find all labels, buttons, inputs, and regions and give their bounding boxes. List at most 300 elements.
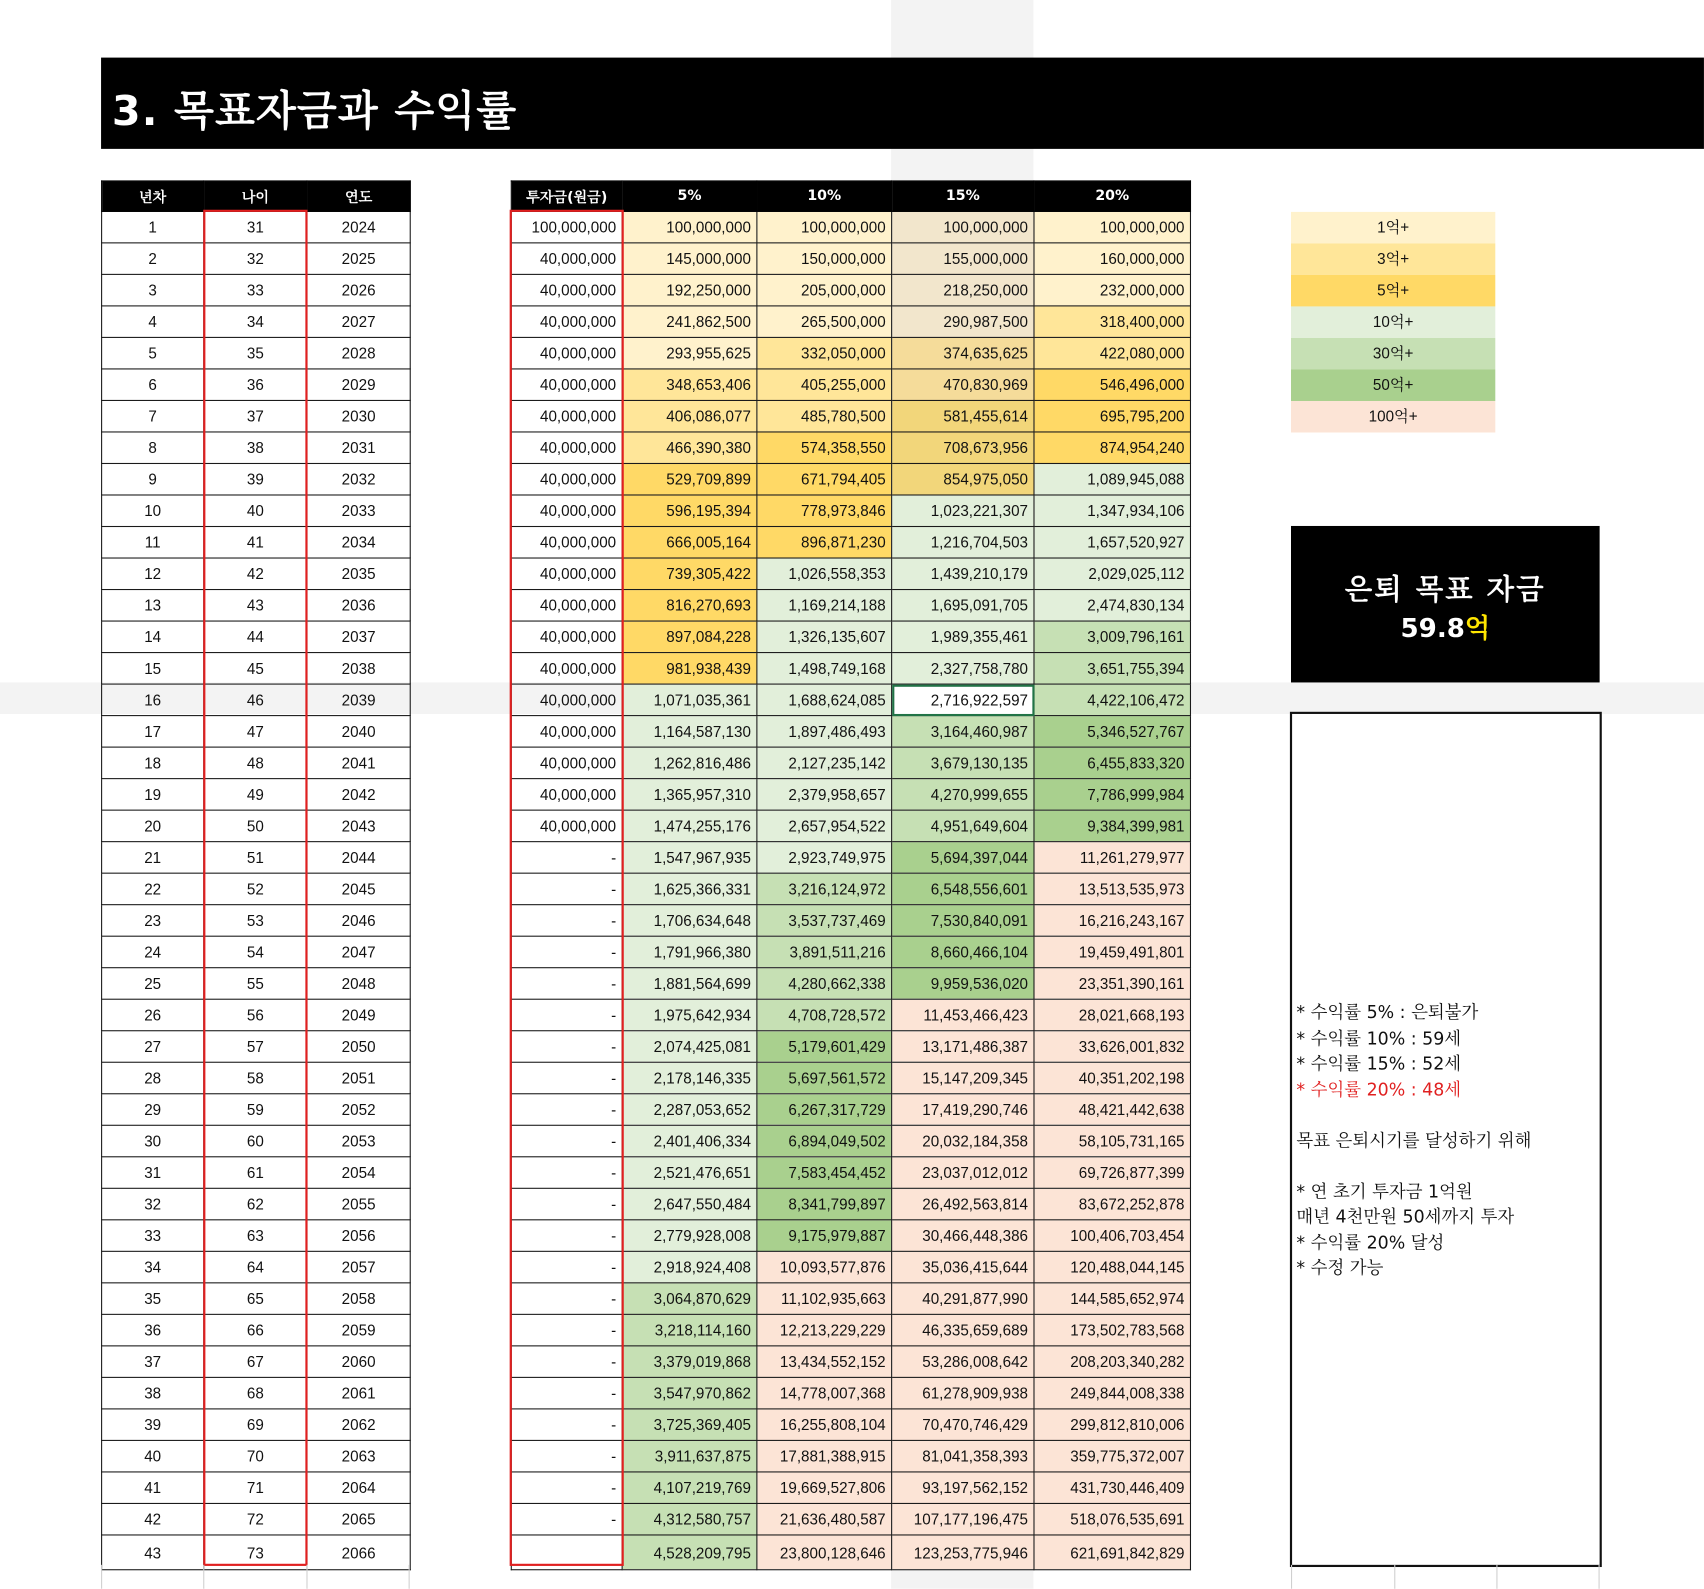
cell-year-index[interactable]: 6 bbox=[102, 369, 204, 401]
cell-principal[interactable]: - bbox=[511, 905, 622, 937]
cell-value-10[interactable]: 1,026,558,353 bbox=[757, 558, 892, 590]
cell-calendar-year[interactable]: 2047 bbox=[307, 936, 410, 968]
cell-value-10[interactable]: 671,794,405 bbox=[757, 463, 892, 495]
cell-value-5[interactable]: 466,390,380 bbox=[622, 432, 757, 464]
cell-calendar-year[interactable]: 2065 bbox=[307, 1503, 410, 1535]
cell-calendar-year[interactable]: 2053 bbox=[307, 1125, 410, 1157]
cell-principal[interactable]: - bbox=[511, 1283, 622, 1315]
cell-age[interactable]: 71 bbox=[204, 1472, 307, 1504]
header-rate-20[interactable]: 20% bbox=[1034, 181, 1190, 211]
cell-value-20[interactable]: 874,954,240 bbox=[1034, 432, 1190, 464]
cell-age[interactable]: 47 bbox=[204, 716, 307, 748]
cell-year-index[interactable]: 36 bbox=[102, 1314, 204, 1346]
cell-value-5[interactable]: 739,305,422 bbox=[622, 558, 757, 590]
cell-year-index[interactable]: 37 bbox=[102, 1346, 204, 1378]
cell-value-5[interactable]: 192,250,000 bbox=[622, 274, 757, 306]
cell-value-5[interactable]: 241,862,500 bbox=[622, 306, 757, 338]
cell-value-10[interactable]: 896,871,230 bbox=[757, 527, 892, 559]
cell-value-5[interactable]: 1,164,587,130 bbox=[622, 716, 757, 748]
cell-age[interactable]: 31 bbox=[204, 211, 307, 243]
cell-principal[interactable]: - bbox=[511, 1503, 622, 1535]
cell-value-10[interactable]: 265,500,000 bbox=[757, 306, 892, 338]
cell-age[interactable]: 38 bbox=[204, 432, 307, 464]
cell-year-index[interactable]: 34 bbox=[102, 1251, 204, 1283]
cell-age[interactable]: 34 bbox=[204, 306, 307, 338]
cell-principal[interactable]: 40,000,000 bbox=[511, 621, 622, 653]
cell-value-10[interactable]: 6,894,049,502 bbox=[757, 1125, 892, 1157]
cell-calendar-year[interactable]: 2034 bbox=[307, 527, 410, 559]
cell-age[interactable]: 62 bbox=[204, 1188, 307, 1220]
cell-value-10[interactable]: 1,326,135,607 bbox=[757, 621, 892, 653]
cell-value-20[interactable]: 173,502,783,568 bbox=[1034, 1314, 1190, 1346]
cell-calendar-year[interactable]: 2027 bbox=[307, 306, 410, 338]
cell-value-10[interactable]: 5,697,561,572 bbox=[757, 1062, 892, 1094]
cell-value-15[interactable]: 470,830,969 bbox=[892, 369, 1034, 401]
cell-calendar-year[interactable]: 2029 bbox=[307, 369, 410, 401]
cell-value-20[interactable]: 621,691,842,829 bbox=[1034, 1535, 1190, 1570]
cell-value-20[interactable]: 518,076,535,691 bbox=[1034, 1503, 1190, 1535]
cell-value-15[interactable]: 218,250,000 bbox=[892, 274, 1034, 306]
cell-value-20[interactable]: 7,786,999,984 bbox=[1034, 779, 1190, 811]
cell-principal[interactable]: - bbox=[511, 1157, 622, 1189]
cell-year-index[interactable]: 4 bbox=[102, 306, 204, 338]
cell-calendar-year[interactable]: 2049 bbox=[307, 999, 410, 1031]
cell-value-15[interactable]: 93,197,562,152 bbox=[892, 1472, 1034, 1504]
cell-age[interactable]: 41 bbox=[204, 527, 307, 559]
cell-calendar-year[interactable]: 2039 bbox=[307, 684, 410, 716]
cell-age[interactable]: 35 bbox=[204, 337, 307, 369]
cell-calendar-year[interactable]: 2025 bbox=[307, 243, 410, 275]
cell-principal[interactable]: - bbox=[511, 968, 622, 1000]
cell-year-index[interactable]: 5 bbox=[102, 337, 204, 369]
cell-value-5[interactable]: 1,625,366,331 bbox=[622, 873, 757, 905]
cell-value-20[interactable]: 359,775,372,007 bbox=[1034, 1440, 1190, 1472]
cell-principal[interactable]: 40,000,000 bbox=[511, 779, 622, 811]
cell-value-20[interactable]: 33,626,001,832 bbox=[1034, 1031, 1190, 1063]
cell-year-index[interactable]: 7 bbox=[102, 400, 204, 432]
cell-value-15[interactable]: 1,439,210,179 bbox=[892, 558, 1034, 590]
cell-value-10[interactable]: 6,267,317,729 bbox=[757, 1094, 892, 1126]
cell-calendar-year[interactable]: 2031 bbox=[307, 432, 410, 464]
cell-value-15[interactable]: 1,695,091,705 bbox=[892, 590, 1034, 622]
cell-value-5[interactable]: 2,401,406,334 bbox=[622, 1125, 757, 1157]
cell-year-index[interactable]: 29 bbox=[102, 1094, 204, 1126]
cell-age[interactable]: 73 bbox=[204, 1535, 307, 1570]
cell-age[interactable]: 32 bbox=[204, 243, 307, 275]
cell-value-10[interactable]: 7,583,454,452 bbox=[757, 1157, 892, 1189]
cell-value-10[interactable]: 1,169,214,188 bbox=[757, 590, 892, 622]
cell-value-10[interactable]: 2,923,749,975 bbox=[757, 842, 892, 874]
cell-calendar-year[interactable]: 2037 bbox=[307, 621, 410, 653]
cell-value-20[interactable]: 3,009,796,161 bbox=[1034, 621, 1190, 653]
cell-principal[interactable]: 40,000,000 bbox=[511, 810, 622, 842]
notes-box[interactable] bbox=[1290, 712, 1602, 1567]
cell-year-index[interactable]: 40 bbox=[102, 1440, 204, 1472]
cell-principal[interactable]: - bbox=[511, 1377, 622, 1409]
cell-calendar-year[interactable]: 2057 bbox=[307, 1251, 410, 1283]
cell-value-5[interactable]: 666,005,164 bbox=[622, 527, 757, 559]
cell-year-index[interactable]: 43 bbox=[102, 1535, 204, 1570]
cell-value-20[interactable]: 695,795,200 bbox=[1034, 400, 1190, 432]
cell-calendar-year[interactable]: 2043 bbox=[307, 810, 410, 842]
cell-value-20[interactable]: 249,844,008,338 bbox=[1034, 1377, 1190, 1409]
cell-value-20[interactable]: 422,080,000 bbox=[1034, 337, 1190, 369]
cell-age[interactable]: 52 bbox=[204, 873, 307, 905]
cell-principal[interactable]: 40,000,000 bbox=[511, 463, 622, 495]
cell-year-index[interactable]: 13 bbox=[102, 590, 204, 622]
cell-value-20[interactable]: 9,384,399,981 bbox=[1034, 810, 1190, 842]
cell-age[interactable]: 58 bbox=[204, 1062, 307, 1094]
cell-value-20[interactable]: 28,021,668,193 bbox=[1034, 999, 1190, 1031]
cell-value-20[interactable]: 100,406,703,454 bbox=[1034, 1220, 1190, 1252]
cell-value-15[interactable]: 708,673,956 bbox=[892, 432, 1034, 464]
cell-calendar-year[interactable]: 2064 bbox=[307, 1472, 410, 1504]
cell-value-5[interactable]: 2,521,476,651 bbox=[622, 1157, 757, 1189]
cell-principal[interactable]: 40,000,000 bbox=[511, 653, 622, 685]
cell-principal[interactable] bbox=[511, 1535, 622, 1570]
cell-value-20[interactable]: 16,216,243,167 bbox=[1034, 905, 1190, 937]
header-age[interactable]: 나이 bbox=[204, 181, 307, 211]
cell-value-20[interactable]: 19,459,491,801 bbox=[1034, 936, 1190, 968]
cell-value-15[interactable]: 20,032,184,358 bbox=[892, 1125, 1034, 1157]
cell-value-5[interactable]: 3,218,114,160 bbox=[622, 1314, 757, 1346]
cell-principal[interactable]: 40,000,000 bbox=[511, 432, 622, 464]
cell-principal[interactable]: - bbox=[511, 1094, 622, 1126]
cell-value-10[interactable]: 13,434,552,152 bbox=[757, 1346, 892, 1378]
cell-value-20[interactable]: 2,029,025,112 bbox=[1034, 558, 1190, 590]
cell-value-15[interactable]: 4,270,999,655 bbox=[892, 779, 1034, 811]
cell-principal[interactable]: - bbox=[511, 1251, 622, 1283]
cell-value-20[interactable]: 83,672,252,878 bbox=[1034, 1188, 1190, 1220]
cell-age[interactable]: 70 bbox=[204, 1440, 307, 1472]
cell-age[interactable]: 54 bbox=[204, 936, 307, 968]
cell-age[interactable]: 66 bbox=[204, 1314, 307, 1346]
cell-principal[interactable]: 40,000,000 bbox=[511, 495, 622, 527]
cell-value-15[interactable]: 15,147,209,345 bbox=[892, 1062, 1034, 1094]
cell-year-index[interactable]: 15 bbox=[102, 653, 204, 685]
cell-value-10[interactable]: 405,255,000 bbox=[757, 369, 892, 401]
cell-age[interactable]: 68 bbox=[204, 1377, 307, 1409]
cell-value-5[interactable]: 2,178,146,335 bbox=[622, 1062, 757, 1094]
cell-age[interactable]: 61 bbox=[204, 1157, 307, 1189]
cell-principal[interactable]: - bbox=[511, 1188, 622, 1220]
cell-value-5[interactable]: 4,528,209,795 bbox=[622, 1535, 757, 1570]
cell-year-index[interactable]: 32 bbox=[102, 1188, 204, 1220]
cell-calendar-year[interactable]: 2059 bbox=[307, 1314, 410, 1346]
cell-age[interactable]: 59 bbox=[204, 1094, 307, 1126]
cell-value-20[interactable]: 144,585,652,974 bbox=[1034, 1283, 1190, 1315]
cell-age[interactable]: 51 bbox=[204, 842, 307, 874]
cell-value-10[interactable]: 19,669,527,806 bbox=[757, 1472, 892, 1504]
cell-principal[interactable]: - bbox=[511, 999, 622, 1031]
cell-value-10[interactable]: 150,000,000 bbox=[757, 243, 892, 275]
cell-calendar-year[interactable]: 2060 bbox=[307, 1346, 410, 1378]
cell-principal[interactable]: - bbox=[511, 1314, 622, 1346]
cell-value-15[interactable]: 7,530,840,091 bbox=[892, 905, 1034, 937]
cell-value-20[interactable]: 1,657,520,927 bbox=[1034, 527, 1190, 559]
cell-value-20[interactable]: 4,422,106,472 bbox=[1034, 684, 1190, 716]
cell-value-20[interactable]: 431,730,446,409 bbox=[1034, 1472, 1190, 1504]
cell-year-index[interactable]: 23 bbox=[102, 905, 204, 937]
cell-age[interactable]: 60 bbox=[204, 1125, 307, 1157]
cell-value-15[interactable]: 81,041,358,393 bbox=[892, 1440, 1034, 1472]
cell-value-10[interactable]: 16,255,808,104 bbox=[757, 1409, 892, 1441]
cell-age[interactable]: 67 bbox=[204, 1346, 307, 1378]
cell-value-15[interactable]: 155,000,000 bbox=[892, 243, 1034, 275]
cell-value-5[interactable]: 2,647,550,484 bbox=[622, 1188, 757, 1220]
cell-value-15[interactable]: 17,419,290,746 bbox=[892, 1094, 1034, 1126]
cell-value-10[interactable]: 1,688,624,085 bbox=[757, 684, 892, 716]
cell-principal[interactable]: 40,000,000 bbox=[511, 747, 622, 779]
cell-value-15[interactable]: 61,278,909,938 bbox=[892, 1377, 1034, 1409]
cell-age[interactable]: 49 bbox=[204, 779, 307, 811]
cell-principal[interactable]: - bbox=[511, 1062, 622, 1094]
cell-principal[interactable]: 40,000,000 bbox=[511, 590, 622, 622]
cell-value-20[interactable]: 299,812,810,006 bbox=[1034, 1409, 1190, 1441]
cell-year-index[interactable]: 39 bbox=[102, 1409, 204, 1441]
cell-value-5[interactable]: 1,881,564,699 bbox=[622, 968, 757, 1000]
cell-calendar-year[interactable]: 2030 bbox=[307, 400, 410, 432]
cell-value-10[interactable]: 23,800,128,646 bbox=[757, 1535, 892, 1570]
cell-year-index[interactable]: 21 bbox=[102, 842, 204, 874]
cell-calendar-year[interactable]: 2058 bbox=[307, 1283, 410, 1315]
cell-principal[interactable]: 40,000,000 bbox=[511, 306, 622, 338]
selected-cell[interactable]: 2,716,922,597 bbox=[892, 684, 1034, 716]
cell-value-20[interactable]: 1,089,945,088 bbox=[1034, 463, 1190, 495]
cell-age[interactable]: 37 bbox=[204, 400, 307, 432]
cell-principal[interactable]: - bbox=[511, 1409, 622, 1441]
cell-value-5[interactable]: 2,918,924,408 bbox=[622, 1251, 757, 1283]
cell-value-5[interactable]: 3,379,019,868 bbox=[622, 1346, 757, 1378]
cell-value-5[interactable]: 3,064,870,629 bbox=[622, 1283, 757, 1315]
cell-calendar-year[interactable]: 2048 bbox=[307, 968, 410, 1000]
cell-value-10[interactable]: 485,780,500 bbox=[757, 400, 892, 432]
cell-value-5[interactable]: 1,547,967,935 bbox=[622, 842, 757, 874]
cell-value-5[interactable]: 406,086,077 bbox=[622, 400, 757, 432]
cell-value-20[interactable]: 1,347,934,106 bbox=[1034, 495, 1190, 527]
cell-calendar-year[interactable]: 2042 bbox=[307, 779, 410, 811]
cell-value-15[interactable]: 374,635,625 bbox=[892, 337, 1034, 369]
cell-age[interactable]: 36 bbox=[204, 369, 307, 401]
cell-year-index[interactable]: 1 bbox=[102, 211, 204, 243]
cell-calendar-year[interactable]: 2066 bbox=[307, 1535, 410, 1570]
cell-principal[interactable]: - bbox=[511, 1125, 622, 1157]
cell-value-10[interactable]: 332,050,000 bbox=[757, 337, 892, 369]
cell-value-5[interactable]: 1,071,035,361 bbox=[622, 684, 757, 716]
cell-value-20[interactable]: 208,203,340,282 bbox=[1034, 1346, 1190, 1378]
cell-value-10[interactable]: 1,897,486,493 bbox=[757, 716, 892, 748]
cell-value-15[interactable]: 46,335,659,689 bbox=[892, 1314, 1034, 1346]
cell-value-5[interactable]: 100,000,000 bbox=[622, 211, 757, 243]
header-year-index[interactable]: 년차 bbox=[102, 181, 204, 211]
cell-value-15[interactable]: 123,253,775,946 bbox=[892, 1535, 1034, 1570]
cell-value-15[interactable]: 26,492,563,814 bbox=[892, 1188, 1034, 1220]
cell-year-index[interactable]: 24 bbox=[102, 936, 204, 968]
cell-principal[interactable]: 40,000,000 bbox=[511, 243, 622, 275]
cell-year-index[interactable]: 14 bbox=[102, 621, 204, 653]
cell-calendar-year[interactable]: 2035 bbox=[307, 558, 410, 590]
cell-value-10[interactable]: 4,708,728,572 bbox=[757, 999, 892, 1031]
cell-value-5[interactable]: 2,287,053,652 bbox=[622, 1094, 757, 1126]
cell-value-15[interactable]: 100,000,000 bbox=[892, 211, 1034, 243]
cell-calendar-year[interactable]: 2051 bbox=[307, 1062, 410, 1094]
cell-principal[interactable]: - bbox=[511, 873, 622, 905]
cell-value-15[interactable]: 53,286,008,642 bbox=[892, 1346, 1034, 1378]
cell-principal[interactable]: 40,000,000 bbox=[511, 400, 622, 432]
cell-value-5[interactable]: 348,653,406 bbox=[622, 369, 757, 401]
cell-principal[interactable]: - bbox=[511, 1440, 622, 1472]
cell-value-10[interactable]: 778,973,846 bbox=[757, 495, 892, 527]
cell-year-index[interactable]: 26 bbox=[102, 999, 204, 1031]
cell-principal[interactable]: - bbox=[511, 1472, 622, 1504]
cell-value-15[interactable]: 9,959,536,020 bbox=[892, 968, 1034, 1000]
cell-value-10[interactable]: 10,093,577,876 bbox=[757, 1251, 892, 1283]
cell-year-index[interactable]: 9 bbox=[102, 463, 204, 495]
cell-value-15[interactable]: 1,216,704,503 bbox=[892, 527, 1034, 559]
cell-age[interactable]: 72 bbox=[204, 1503, 307, 1535]
cell-value-15[interactable]: 5,694,397,044 bbox=[892, 842, 1034, 874]
cell-year-index[interactable]: 8 bbox=[102, 432, 204, 464]
cell-year-index[interactable]: 17 bbox=[102, 716, 204, 748]
cell-value-15[interactable]: 3,164,460,987 bbox=[892, 716, 1034, 748]
cell-age[interactable]: 45 bbox=[204, 653, 307, 685]
cell-value-5[interactable]: 145,000,000 bbox=[622, 243, 757, 275]
cell-value-10[interactable]: 2,379,958,657 bbox=[757, 779, 892, 811]
cell-value-20[interactable]: 23,351,390,161 bbox=[1034, 968, 1190, 1000]
cell-calendar-year[interactable]: 2046 bbox=[307, 905, 410, 937]
cell-principal[interactable]: - bbox=[511, 1031, 622, 1063]
cell-value-10[interactable]: 100,000,000 bbox=[757, 211, 892, 243]
cell-value-10[interactable]: 21,636,480,587 bbox=[757, 1503, 892, 1535]
cell-year-index[interactable]: 18 bbox=[102, 747, 204, 779]
cell-value-15[interactable]: 2,327,758,780 bbox=[892, 653, 1034, 685]
cell-year-index[interactable]: 33 bbox=[102, 1220, 204, 1252]
cell-value-10[interactable]: 3,537,737,469 bbox=[757, 905, 892, 937]
cell-age[interactable]: 63 bbox=[204, 1220, 307, 1252]
cell-value-5[interactable]: 2,779,928,008 bbox=[622, 1220, 757, 1252]
cell-age[interactable]: 46 bbox=[204, 684, 307, 716]
cell-age[interactable]: 55 bbox=[204, 968, 307, 1000]
cell-age[interactable]: 40 bbox=[204, 495, 307, 527]
cell-calendar-year[interactable]: 2033 bbox=[307, 495, 410, 527]
cell-value-20[interactable]: 11,261,279,977 bbox=[1034, 842, 1190, 874]
header-rate-10[interactable]: 10% bbox=[757, 181, 892, 211]
cell-age[interactable]: 39 bbox=[204, 463, 307, 495]
cell-value-10[interactable]: 14,778,007,368 bbox=[757, 1377, 892, 1409]
cell-calendar-year[interactable]: 2054 bbox=[307, 1157, 410, 1189]
cell-value-5[interactable]: 981,938,439 bbox=[622, 653, 757, 685]
cell-year-index[interactable]: 38 bbox=[102, 1377, 204, 1409]
cell-value-5[interactable]: 897,084,228 bbox=[622, 621, 757, 653]
cell-value-15[interactable]: 3,679,130,135 bbox=[892, 747, 1034, 779]
cell-age[interactable]: 69 bbox=[204, 1409, 307, 1441]
cell-value-5[interactable]: 596,195,394 bbox=[622, 495, 757, 527]
cell-value-10[interactable]: 8,341,799,897 bbox=[757, 1188, 892, 1220]
cell-value-5[interactable]: 1,706,634,648 bbox=[622, 905, 757, 937]
cell-value-15[interactable]: 107,177,196,475 bbox=[892, 1503, 1034, 1535]
cell-value-15[interactable]: 854,975,050 bbox=[892, 463, 1034, 495]
cell-age[interactable]: 44 bbox=[204, 621, 307, 653]
cell-value-15[interactable]: 8,660,466,104 bbox=[892, 936, 1034, 968]
cell-year-index[interactable]: 25 bbox=[102, 968, 204, 1000]
cell-year-index[interactable]: 10 bbox=[102, 495, 204, 527]
cell-value-20[interactable]: 120,488,044,145 bbox=[1034, 1251, 1190, 1283]
cell-calendar-year[interactable]: 2026 bbox=[307, 274, 410, 306]
cell-calendar-year[interactable]: 2036 bbox=[307, 590, 410, 622]
cell-year-index[interactable]: 16 bbox=[102, 684, 204, 716]
cell-principal[interactable]: 40,000,000 bbox=[511, 337, 622, 369]
cell-value-15[interactable]: 6,548,556,601 bbox=[892, 873, 1034, 905]
cell-year-index[interactable]: 35 bbox=[102, 1283, 204, 1315]
cell-calendar-year[interactable]: 2056 bbox=[307, 1220, 410, 1252]
cell-value-10[interactable]: 4,280,662,338 bbox=[757, 968, 892, 1000]
cell-age[interactable]: 57 bbox=[204, 1031, 307, 1063]
cell-value-5[interactable]: 2,074,425,081 bbox=[622, 1031, 757, 1063]
cell-value-20[interactable]: 40,351,202,198 bbox=[1034, 1062, 1190, 1094]
cell-value-15[interactable]: 23,037,012,012 bbox=[892, 1157, 1034, 1189]
header-calendar-year[interactable]: 연도 bbox=[307, 181, 410, 211]
cell-principal[interactable]: 40,000,000 bbox=[511, 369, 622, 401]
cell-year-index[interactable]: 42 bbox=[102, 1503, 204, 1535]
cell-value-5[interactable]: 1,791,966,380 bbox=[622, 936, 757, 968]
cell-value-20[interactable]: 546,496,000 bbox=[1034, 369, 1190, 401]
cell-value-10[interactable]: 1,498,749,168 bbox=[757, 653, 892, 685]
cell-value-5[interactable]: 3,911,637,875 bbox=[622, 1440, 757, 1472]
cell-principal[interactable]: - bbox=[511, 1346, 622, 1378]
cell-principal[interactable]: - bbox=[511, 1220, 622, 1252]
cell-age[interactable]: 43 bbox=[204, 590, 307, 622]
cell-calendar-year[interactable]: 2055 bbox=[307, 1188, 410, 1220]
cell-value-10[interactable]: 3,891,511,216 bbox=[757, 936, 892, 968]
cell-calendar-year[interactable]: 2038 bbox=[307, 653, 410, 685]
cell-value-5[interactable]: 3,547,970,862 bbox=[622, 1377, 757, 1409]
cell-year-index[interactable]: 12 bbox=[102, 558, 204, 590]
cell-calendar-year[interactable]: 2044 bbox=[307, 842, 410, 874]
cell-value-20[interactable]: 318,400,000 bbox=[1034, 306, 1190, 338]
cell-value-10[interactable]: 2,127,235,142 bbox=[757, 747, 892, 779]
cell-value-5[interactable]: 3,725,369,405 bbox=[622, 1409, 757, 1441]
cell-value-10[interactable]: 17,881,388,915 bbox=[757, 1440, 892, 1472]
cell-value-20[interactable]: 69,726,877,399 bbox=[1034, 1157, 1190, 1189]
cell-value-5[interactable]: 816,270,693 bbox=[622, 590, 757, 622]
cell-value-10[interactable]: 205,000,000 bbox=[757, 274, 892, 306]
header-rate-15[interactable]: 15% bbox=[892, 181, 1034, 211]
header-rate-5[interactable]: 5% bbox=[622, 181, 757, 211]
cell-value-15[interactable]: 4,951,649,604 bbox=[892, 810, 1034, 842]
cell-principal[interactable]: 40,000,000 bbox=[511, 716, 622, 748]
cell-year-index[interactable]: 11 bbox=[102, 527, 204, 559]
cell-value-5[interactable]: 4,107,219,769 bbox=[622, 1472, 757, 1504]
cell-calendar-year[interactable]: 2052 bbox=[307, 1094, 410, 1126]
cell-value-5[interactable]: 1,975,642,934 bbox=[622, 999, 757, 1031]
cell-value-5[interactable]: 1,262,816,486 bbox=[622, 747, 757, 779]
cell-age[interactable]: 56 bbox=[204, 999, 307, 1031]
cell-age[interactable]: 33 bbox=[204, 274, 307, 306]
cell-value-10[interactable]: 9,175,979,887 bbox=[757, 1220, 892, 1252]
cell-year-index[interactable]: 22 bbox=[102, 873, 204, 905]
cell-year-index[interactable]: 41 bbox=[102, 1472, 204, 1504]
cell-value-5[interactable]: 1,365,957,310 bbox=[622, 779, 757, 811]
cell-value-10[interactable]: 11,102,935,663 bbox=[757, 1283, 892, 1315]
cell-principal[interactable]: 40,000,000 bbox=[511, 558, 622, 590]
cell-age[interactable]: 50 bbox=[204, 810, 307, 842]
cell-value-20[interactable]: 5,346,527,767 bbox=[1034, 716, 1190, 748]
cell-value-5[interactable]: 4,312,580,757 bbox=[622, 1503, 757, 1535]
cell-value-5[interactable]: 1,474,255,176 bbox=[622, 810, 757, 842]
cell-value-20[interactable]: 6,455,833,320 bbox=[1034, 747, 1190, 779]
cell-value-20[interactable]: 3,651,755,394 bbox=[1034, 653, 1190, 685]
cell-value-10[interactable]: 12,213,229,229 bbox=[757, 1314, 892, 1346]
